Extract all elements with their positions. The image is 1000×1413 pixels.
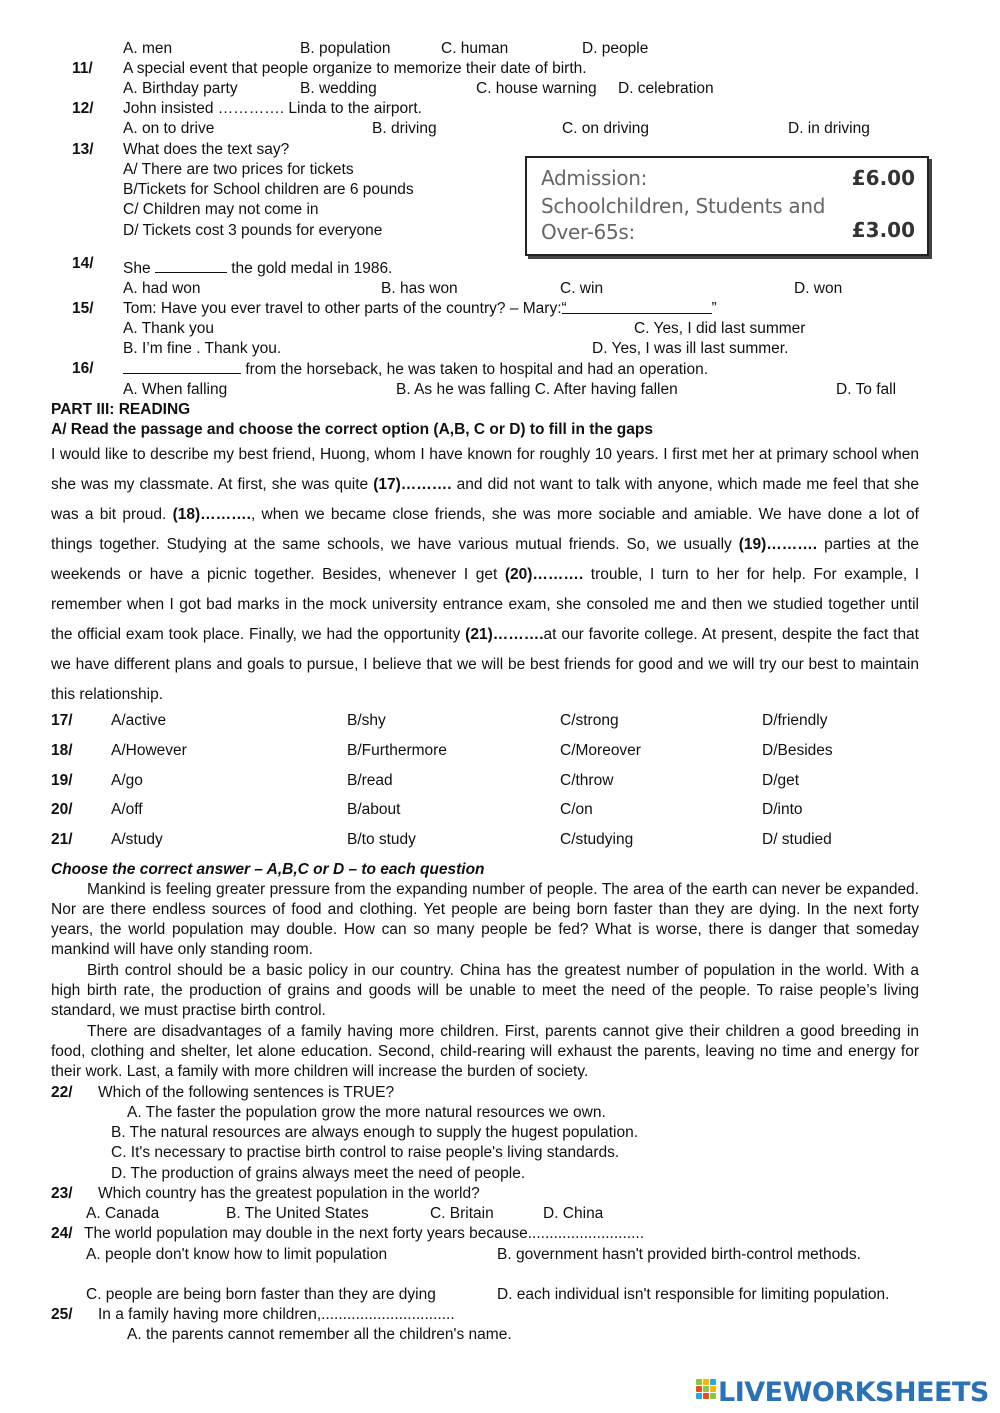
q10-option-d: D. people	[582, 40, 649, 57]
q14-option-b: B. has won	[381, 280, 458, 297]
q23-option-b: B. The United States	[226, 1205, 369, 1222]
gap-18: (18)……….	[172, 506, 251, 523]
q16-option-d: D. To fall	[836, 381, 897, 398]
passage2-paragraph-3: There are disadvantages of a family having more children. First, parents cannot give their children a good breeding in food, clothing and shelter, let alone education. Second, child-rearing will exhaust the parents, leaving no time and energy for their work. Last, a family with more children will increase the burden of society.	[51, 1023, 919, 1080]
notice-line-3: Over-65s:	[541, 220, 635, 244]
q15-option-a: A. Thank you	[123, 320, 215, 337]
gap-option-a: A/However	[111, 742, 187, 759]
q24-text: The world population may double in the next forty years because...........................	[84, 1225, 645, 1242]
passage1-sentence-2: and did not want to talk with anyone, which made me feel that she was a bit proud.	[51, 476, 919, 523]
passage2-paragraph-2: Birth control should be a basic policy in our country. China has the greatest number of population in the world. With a high birth rate, the production of grains and goods will be unable to meet the need of the people. To raise people’s living standard, we must practise birth control.	[51, 962, 919, 1019]
q23-option-a: A. Canada	[86, 1205, 160, 1222]
q24-option-d: D. each individual isn't responsible for limiting population.	[497, 1286, 890, 1303]
q10-option-c: C. human	[441, 40, 509, 57]
q16-question	[123, 359, 708, 380]
notice-price-1: £6.00	[851, 166, 915, 190]
gap-option-a: A/active	[111, 712, 167, 729]
q13-text: What does the text say?	[123, 141, 290, 158]
gap-option-c: C/studying	[560, 831, 634, 848]
q12-option-c: C. on driving	[562, 120, 650, 137]
q23-text: Which country has the greatest population in the world?	[98, 1185, 480, 1202]
gap-option-b: B/Furthermore	[347, 742, 447, 759]
gap-option-d: D/into	[762, 801, 803, 818]
gap-row-number: 19/	[51, 772, 73, 789]
q22-text: Which of the following sentences is TRUE?	[98, 1084, 395, 1101]
q12-option-a: A. on to drive	[123, 120, 215, 137]
q22-option-d: D. The production of grains always meet the need of people.	[111, 1165, 526, 1182]
q22-option-a: A. The faster the population grow the more natural resources we own.	[127, 1104, 606, 1121]
q15-option-c: C. Yes, I did last summer	[634, 320, 806, 337]
q24-number: 24/	[51, 1225, 73, 1242]
q16-blank	[123, 359, 241, 374]
q23-number: 23/	[51, 1185, 73, 1202]
q14-option-d: D. won	[794, 280, 843, 297]
gap-option-c: C/throw	[560, 772, 614, 789]
notice-line-2: Schoolchildren, Students and	[541, 194, 826, 218]
gap-option-a: A/off	[111, 801, 143, 818]
q10-option-a: A. men	[123, 40, 173, 57]
liveworksheets-logo	[696, 1378, 989, 1406]
notice-price-2: £3.00	[851, 218, 915, 242]
q15-blank	[561, 299, 712, 317]
q11-option-b: B. wedding	[300, 80, 377, 97]
passage1-sentence-6: at our favorite college. At present, despite the fact that we have different plans and goals to pursue, I believe that we will be best friends for good and we will try our best to maintain this relationship.	[51, 626, 919, 703]
gap-row-number: 21/	[51, 831, 73, 848]
q15-number: 15/	[72, 300, 94, 317]
admission-notice	[525, 156, 929, 256]
gap-row-number: 20/	[51, 801, 73, 818]
q13-option-c: C/ Children may not come in	[123, 201, 319, 218]
gap-option-a: A/study	[111, 831, 163, 848]
q14-option-a: A. had won	[123, 280, 201, 297]
gap-option-d: D/friendly	[762, 712, 828, 729]
q22-option-b: B. The natural resources are always enough to supply the hugest population.	[111, 1124, 639, 1141]
q22-number: 22/	[51, 1084, 73, 1101]
gap-option-b: B/to study	[347, 831, 416, 848]
gap-19: (19)……….	[738, 536, 818, 553]
q15-close-quote: ”	[711, 300, 717, 317]
liveworksheets-logo-icon	[696, 1379, 716, 1405]
gap-option-c: C/on	[560, 801, 593, 818]
gap-row-number: 18/	[51, 742, 73, 759]
reading-instruction-a: A/ Read the passage and choose the correct option (A,B, C or D) to fill in the gaps	[51, 421, 653, 438]
q11-option-c: C. house warning	[476, 80, 597, 97]
q11-option-d: D. celebration	[618, 80, 714, 97]
gap-17: (17)……….	[373, 476, 452, 493]
gap-option-b: B/about	[347, 801, 401, 818]
passage1-sentence-1: I would like to describe my best friend, Huong, whom I have known for roughly 10 years. I first met her at primary school when she was my classmate. At first, she was quite	[51, 446, 919, 493]
liveworksheets-brand: LIVEWORKSHEETS	[718, 1376, 989, 1408]
gap-option-c: C/Moreover	[560, 742, 641, 759]
q24-option-a: A. people don't know how to limit population	[86, 1246, 388, 1263]
q24-option-b: B. government hasn't provided birth-control methods.	[497, 1246, 861, 1263]
q16-number: 16/	[72, 360, 94, 377]
q14-question	[123, 258, 392, 279]
gap-option-a: A/go	[111, 772, 143, 789]
q13-option-b: B/Tickets for School children are 6 pounds	[123, 181, 414, 198]
q14-option-c: C. win	[560, 280, 604, 297]
passage2-paragraph-1: Mankind is feeling greater pressure from the expanding number of people. The area of the earth can never be expanded. Nor are there endless sources of food and clothing. Yet people are being born faster than they are dying. In the next forty years, the world population may double. How can so many people be fed? What is worse, there is danger that someday mankind will have only standing room.	[51, 881, 919, 958]
gap-option-d: D/ studied	[762, 831, 832, 848]
gap-option-d: D/get	[762, 772, 800, 789]
q14-number: 14/	[72, 255, 94, 272]
part3-title: PART III: READING	[51, 401, 191, 418]
q15-option-b: B. I’m fine . Thank you.	[123, 340, 282, 357]
q23-option-d: D. China	[543, 1205, 604, 1222]
q22-option-c: C. It's necessary to practise birth control to raise people's living standards.	[111, 1144, 620, 1161]
gap-21: (21)……….	[465, 626, 544, 643]
q12-option-d: D. in driving	[788, 120, 870, 137]
q15-option-d: D. Yes, I was ill last summer.	[592, 340, 789, 357]
gap-row-number: 17/	[51, 712, 73, 729]
gap-option-c: C/strong	[560, 712, 619, 729]
gap-option-b: B/read	[347, 772, 393, 789]
q15-question	[123, 299, 717, 319]
q25-number: 25/	[51, 1306, 73, 1323]
q14-text-pre: She	[123, 260, 151, 277]
q25-option-a: A. the parents cannot remember all the children's name.	[127, 1326, 512, 1343]
q13-option-a: A/ There are two prices for tickets	[123, 161, 354, 178]
q13-number: 13/	[72, 141, 94, 158]
passage1-sentence-3: , when we became close friends, she was more sociable and amiable. We have done a lot of things together. Studying at the same schools, we have various mutual friends. So, we usually	[51, 506, 919, 553]
q13-option-d: D/ Tickets cost 3 pounds for everyone	[123, 222, 383, 239]
q16-option-a: A. When falling	[123, 381, 228, 398]
q12-text: John insisted …………. Linda to the airport.	[123, 100, 422, 117]
q23-option-c: C. Britain	[430, 1205, 494, 1222]
passage1-sentence-5: trouble, I turn to her for help. For example, I remember when I got bad marks in the mock university entrance exam, she consoled me and then we studied together until the official exam took place. Finally, we had the opportunity	[51, 566, 919, 643]
q11-number: 11/	[72, 60, 93, 77]
reading-instruction-b: Choose the correct answer – A,B,C or D – to each question	[51, 861, 485, 878]
reading-passage-1	[51, 440, 919, 710]
q16-text-post: from the horseback, he was taken to hospital and had an operation.	[245, 361, 709, 378]
q11-option-a: A. Birthday party	[123, 80, 238, 97]
q25-text: In a family having more children,...............................	[98, 1306, 455, 1323]
q14-blank	[155, 258, 227, 273]
q16-option-bc: B. As he was falling C. After having fallen	[396, 381, 678, 398]
q24-option-c: C. people are being born faster than they are dying	[86, 1286, 436, 1303]
q10-option-b: B. population	[300, 40, 391, 57]
gap-20: (20)……….	[504, 566, 584, 583]
q15-text: Tom: Have you ever travel to other parts of the country? – Mary:	[123, 300, 562, 317]
q14-text-post: the gold medal in 1986.	[231, 260, 393, 277]
notice-line-1: Admission:	[541, 166, 648, 190]
q12-number: 12/	[72, 100, 94, 117]
q12-option-b: B. driving	[372, 120, 437, 137]
gap-option-b: B/shy	[347, 712, 386, 729]
gap-option-d: D/Besides	[762, 742, 833, 759]
q15-open-quote: “	[561, 300, 567, 317]
passage1-sentence-4: parties at the weekends or have a picnic together. Besides, whenever I get	[51, 536, 919, 583]
q11-text: A special event that people organize to memorize their date of birth.	[123, 60, 587, 77]
